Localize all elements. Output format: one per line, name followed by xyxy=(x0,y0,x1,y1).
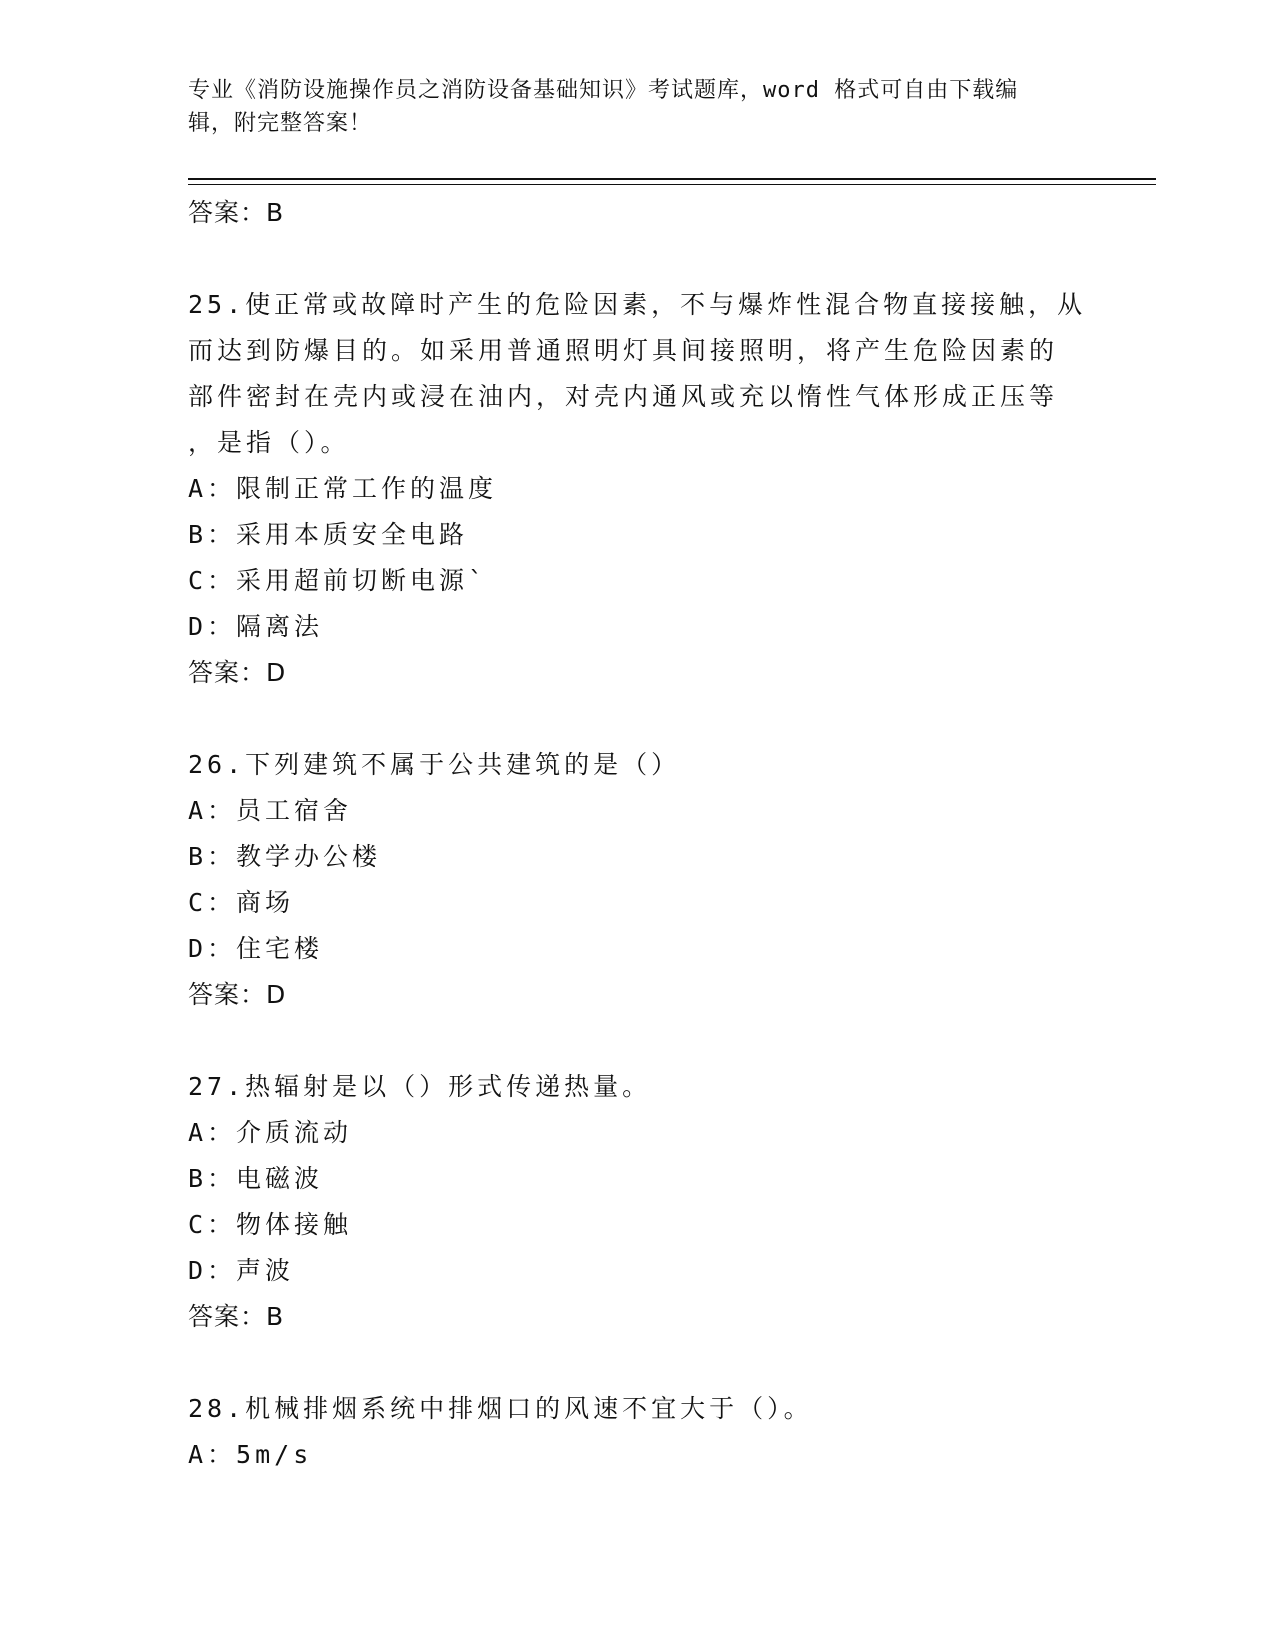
question-text-line: 27.热辐射是以（）形式传递热量。 xyxy=(188,1072,652,1101)
option-c: C：物体接触 xyxy=(188,1210,353,1239)
option-a: A：限制正常工作的温度 xyxy=(188,474,498,503)
header-divider-thick xyxy=(188,178,1156,180)
answer-line: 答案：B xyxy=(188,198,285,227)
option-b: B：采用本质安全电路 xyxy=(188,520,469,549)
option-d: D：声波 xyxy=(188,1256,295,1285)
question-text-line: ，是指（）。 xyxy=(188,428,350,457)
option-a: A：员工宿舍 xyxy=(188,796,353,825)
option-b: B：教学办公楼 xyxy=(188,842,382,871)
question-text-line: 部件密封在壳内或浸在油内，对壳内通风或充以惰性气体形成正压等 xyxy=(188,382,1059,411)
spacer xyxy=(188,696,1088,742)
option-a: A：介质流动 xyxy=(188,1118,353,1147)
spacer xyxy=(188,1340,1088,1386)
header-divider-thin xyxy=(188,184,1156,185)
question-text-line: 而达到防爆目的。如采用普通照明灯具间接照明，将产生危险因素的 xyxy=(188,336,1059,365)
question-text-line: 25.使正常或故障时产生的危险因素，不与爆炸性混合物直接接触，从 xyxy=(188,290,1087,319)
header-line-2: 辑，附完整答案！ xyxy=(188,111,373,136)
option-a: A：5m/s xyxy=(188,1440,313,1469)
question-block xyxy=(188,742,1088,1018)
option-b: B：电磁波 xyxy=(188,1164,324,1193)
option-c: C：采用超前切断电源` xyxy=(188,566,488,595)
option-d: D：隔离法 xyxy=(188,612,324,641)
answer-line: 答案：D xyxy=(188,658,287,687)
question-block xyxy=(188,282,1088,696)
question-list xyxy=(188,190,1088,1478)
question-text-line: 26.下列建筑不属于公共建筑的是（） xyxy=(188,750,681,779)
header-line-1: 专业《消防设施操作员之消防设备基础知识》考试题库，word 格式可自由下载编 xyxy=(188,78,1019,103)
answer-line: 答案：B xyxy=(188,1302,285,1331)
spacer xyxy=(188,236,1088,282)
option-d: D：住宅楼 xyxy=(188,934,324,963)
answer-line: 答案：D xyxy=(188,980,287,1009)
question-text-line: 28.机械排烟系统中排烟口的风速不宜大于（）。 xyxy=(188,1394,813,1423)
question-block xyxy=(188,1386,1088,1478)
spacer xyxy=(188,1018,1088,1064)
document-header xyxy=(188,74,1068,140)
option-c: C：商场 xyxy=(188,888,295,917)
question-block xyxy=(188,1064,1088,1340)
